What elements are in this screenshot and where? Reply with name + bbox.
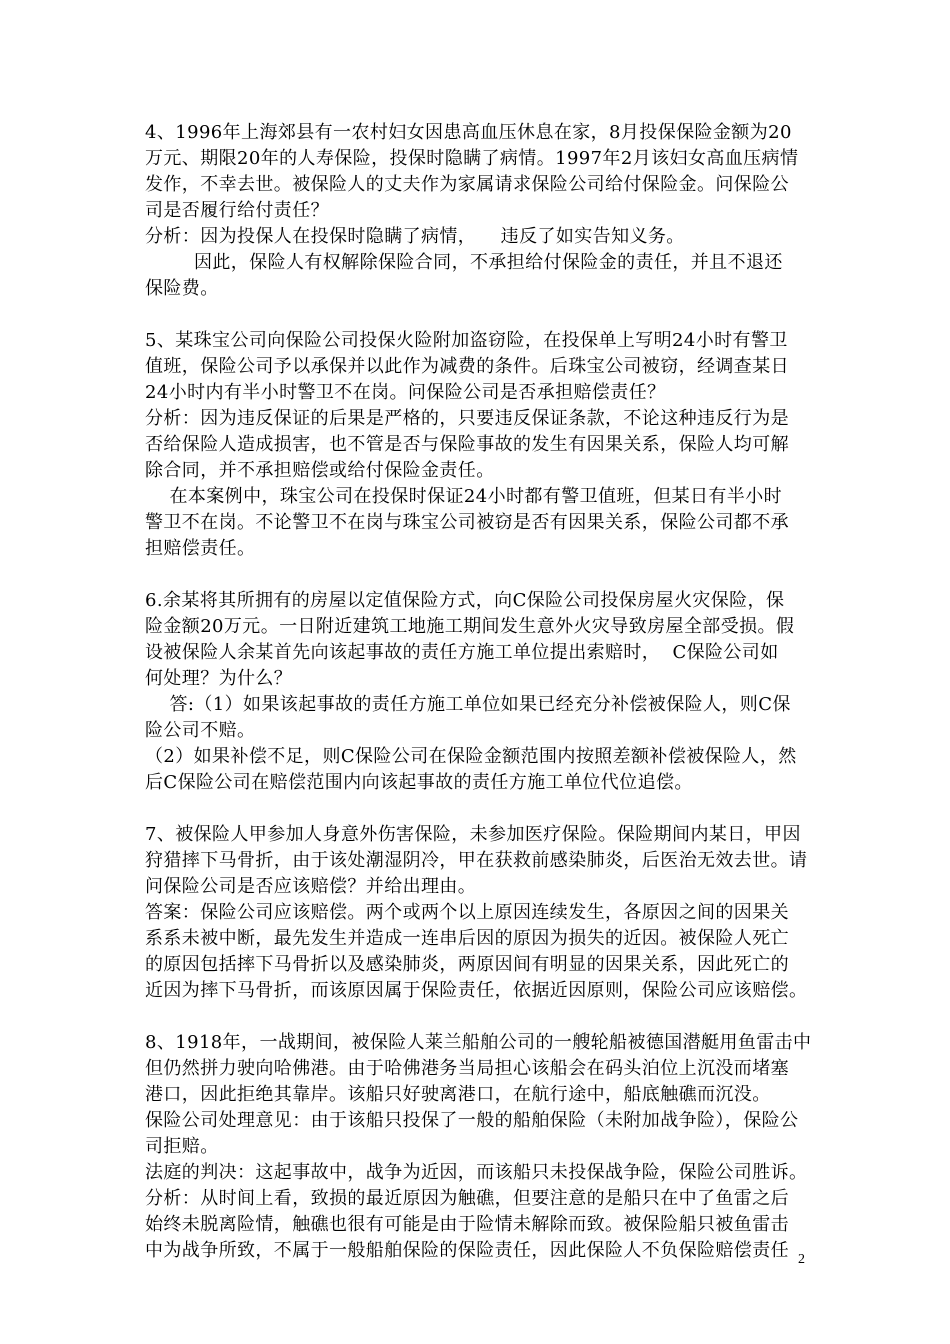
case-8-court-ruling: 法庭的判决：这起事故中，战争为近因，而该船只未投保战争险，保险公司胜诉。 (145, 1162, 808, 1183)
case-6-line: 险金额20万元。一日附近建筑工地施工期间发生意外火灾导致房屋全部受损。假 (145, 616, 795, 637)
case-5-line: 24小时内有半小时警卫不在岗。问保险公司是否承担赔偿责任？ (145, 382, 666, 403)
case-6-line: 险公司不赔。 (145, 720, 256, 741)
case-7-line: 7、被保险人甲参加人身意外伤害保险，未参加医疗保险。保险期间内某日，甲因 (145, 824, 801, 845)
case-7-line: 狩猎摔下马骨折，由于该处潮湿阴冷，甲在获救前感染肺炎，后医治无效去世。请 (145, 850, 808, 871)
case-4-line: 发作，不幸去世。被保险人的丈夫作为家属请求保险公司给付保险金。问保险公 (145, 174, 789, 195)
case-8-line: 港口，因此拒绝其靠岸。该船只好驶离港口，在航行途中，船底触礁而沉没。 (145, 1084, 771, 1105)
case-7-answer: 答案：保险公司应该赔偿。两个或两个以上原因连续发生，各原因之间的因果关 (145, 902, 789, 923)
case-8-line: 司拒赔。 (145, 1136, 219, 1157)
case-4-line: 4、1996年上海郊县有一农村妇女因患高血压休息在家，8月投保保险金额为20 (145, 122, 792, 143)
page-number: 2 (798, 1252, 805, 1267)
case-5-line: 担赔偿责任。 (145, 538, 256, 559)
case-4-line: 司是否履行给付责任？ (145, 200, 329, 221)
case-4-analysis: 分析：因为投保人在投保时隐瞒了病情， 违反了如实告知义务。 (145, 226, 685, 247)
case-8-line: 8、1918年，一战期间，被保险人莱兰船舶公司的一艘轮船被德国潜艇用鱼雷击中 (145, 1032, 812, 1053)
case-8 (145, 1030, 810, 1264)
case-6-answer: 答:（1）如果该起事故的责任方施工单位如果已经充分补偿被保险人，则C保 (145, 694, 791, 715)
case-5-line: 5、某珠宝公司向保险公司投保火险附加盗窃险，在投保单上写明24小时有警卫 (145, 330, 788, 351)
paragraph-gap (145, 562, 810, 588)
case-7-line: 问保险公司是否应该赔偿？并给出理由。 (145, 876, 477, 897)
case-6 (145, 588, 810, 796)
case-7 (145, 822, 810, 1004)
case-5-line: 警卫不在岗。不论警卫不在岗与珠宝公司被窃是否有因果关系，保险公司都不承 (145, 512, 789, 533)
document-body (145, 120, 810, 1264)
case-7-line: 系系未被中断，最先发生并造成一连串后因的原因为损失的近因。被保险人死亡 (145, 928, 789, 949)
paragraph-gap (145, 302, 810, 328)
case-5-line: 值班，保险公司予以承保并以此作为减费的条件。后珠宝公司被窃，经调查某日 (145, 356, 789, 377)
paragraph-gap (145, 1004, 810, 1030)
case-6-line: 设被保险人余某首先向该起事故的责任方施工单位提出索赔时， C保险公司如 (145, 642, 779, 663)
case-8-analysis: 分析：从时间上看，致损的最近原因为触礁，但要注意的是船只在中了鱼雷之后 (145, 1188, 789, 1209)
case-6-line: （2）如果补偿不足，则C保险公司在保险金额范围内按照差额补偿被保险人，然 (145, 746, 797, 767)
case-6-line: 6.余某将其所拥有的房屋以定值保险方式，向C保险公司投保房屋火灾保险，保 (145, 590, 785, 611)
case-4-line: 因此，保险人有权解除保险合同，不承担给付保险金的责任，并且不退还 (145, 252, 783, 273)
case-8-line: 中为战争所致，不属于一般船舶保险的保险责任，因此保险人不负保险赔偿责任 (145, 1240, 789, 1261)
case-4-line: 万元、期限20年的人寿保险，投保时隐瞒了病情。1997年2月该妇女高血压病情 (145, 148, 799, 169)
case-4-line: 保险费。 (145, 278, 219, 299)
paragraph-gap (145, 796, 810, 822)
case-8-line: 始终未脱离险情，触礁也很有可能是由于险情未解除而致。被保险船只被鱼雷击 (145, 1214, 789, 1235)
case-5-analysis: 分析：因为违反保证的后果是严格的，只要违反保证条款，不论这种违反行为是 (145, 408, 789, 429)
case-5-line: 否给保险人造成损害，也不管是否与保险事故的发生有因果关系，保险人均可解 (145, 434, 789, 455)
case-6-line: 后C保险公司在赔偿范围内向该起事故的责任方施工单位代位追偿。 (145, 772, 693, 793)
case-7-line: 近因为摔下马骨折，而该原因属于保险责任，依据近因原则，保险公司应该赔偿。 (145, 980, 808, 1001)
case-8-insurer-opinion: 保险公司处理意见：由于该船只投保了一般的船舶保险（未附加战争险），保险公 (145, 1110, 799, 1131)
case-8-line: 但仍然拼力驶向哈佛港。由于哈佛港务当局担心该船会在码头泊位上沉没而堵塞 (145, 1058, 789, 1079)
case-4 (145, 120, 810, 302)
case-5 (145, 328, 810, 562)
case-7-line: 的原因包括摔下马骨折以及感染肺炎，两原因间有明显的因果关系，因此死亡的 (145, 954, 789, 975)
case-6-line: 何处理？为什么？ (145, 668, 293, 689)
case-5-line: 除合同，并不承担赔偿或给付保险金责任。 (145, 460, 495, 481)
case-5-line: 在本案例中，珠宝公司在投保时保证24小时都有警卫值班，但某日有半小时 (145, 486, 782, 507)
